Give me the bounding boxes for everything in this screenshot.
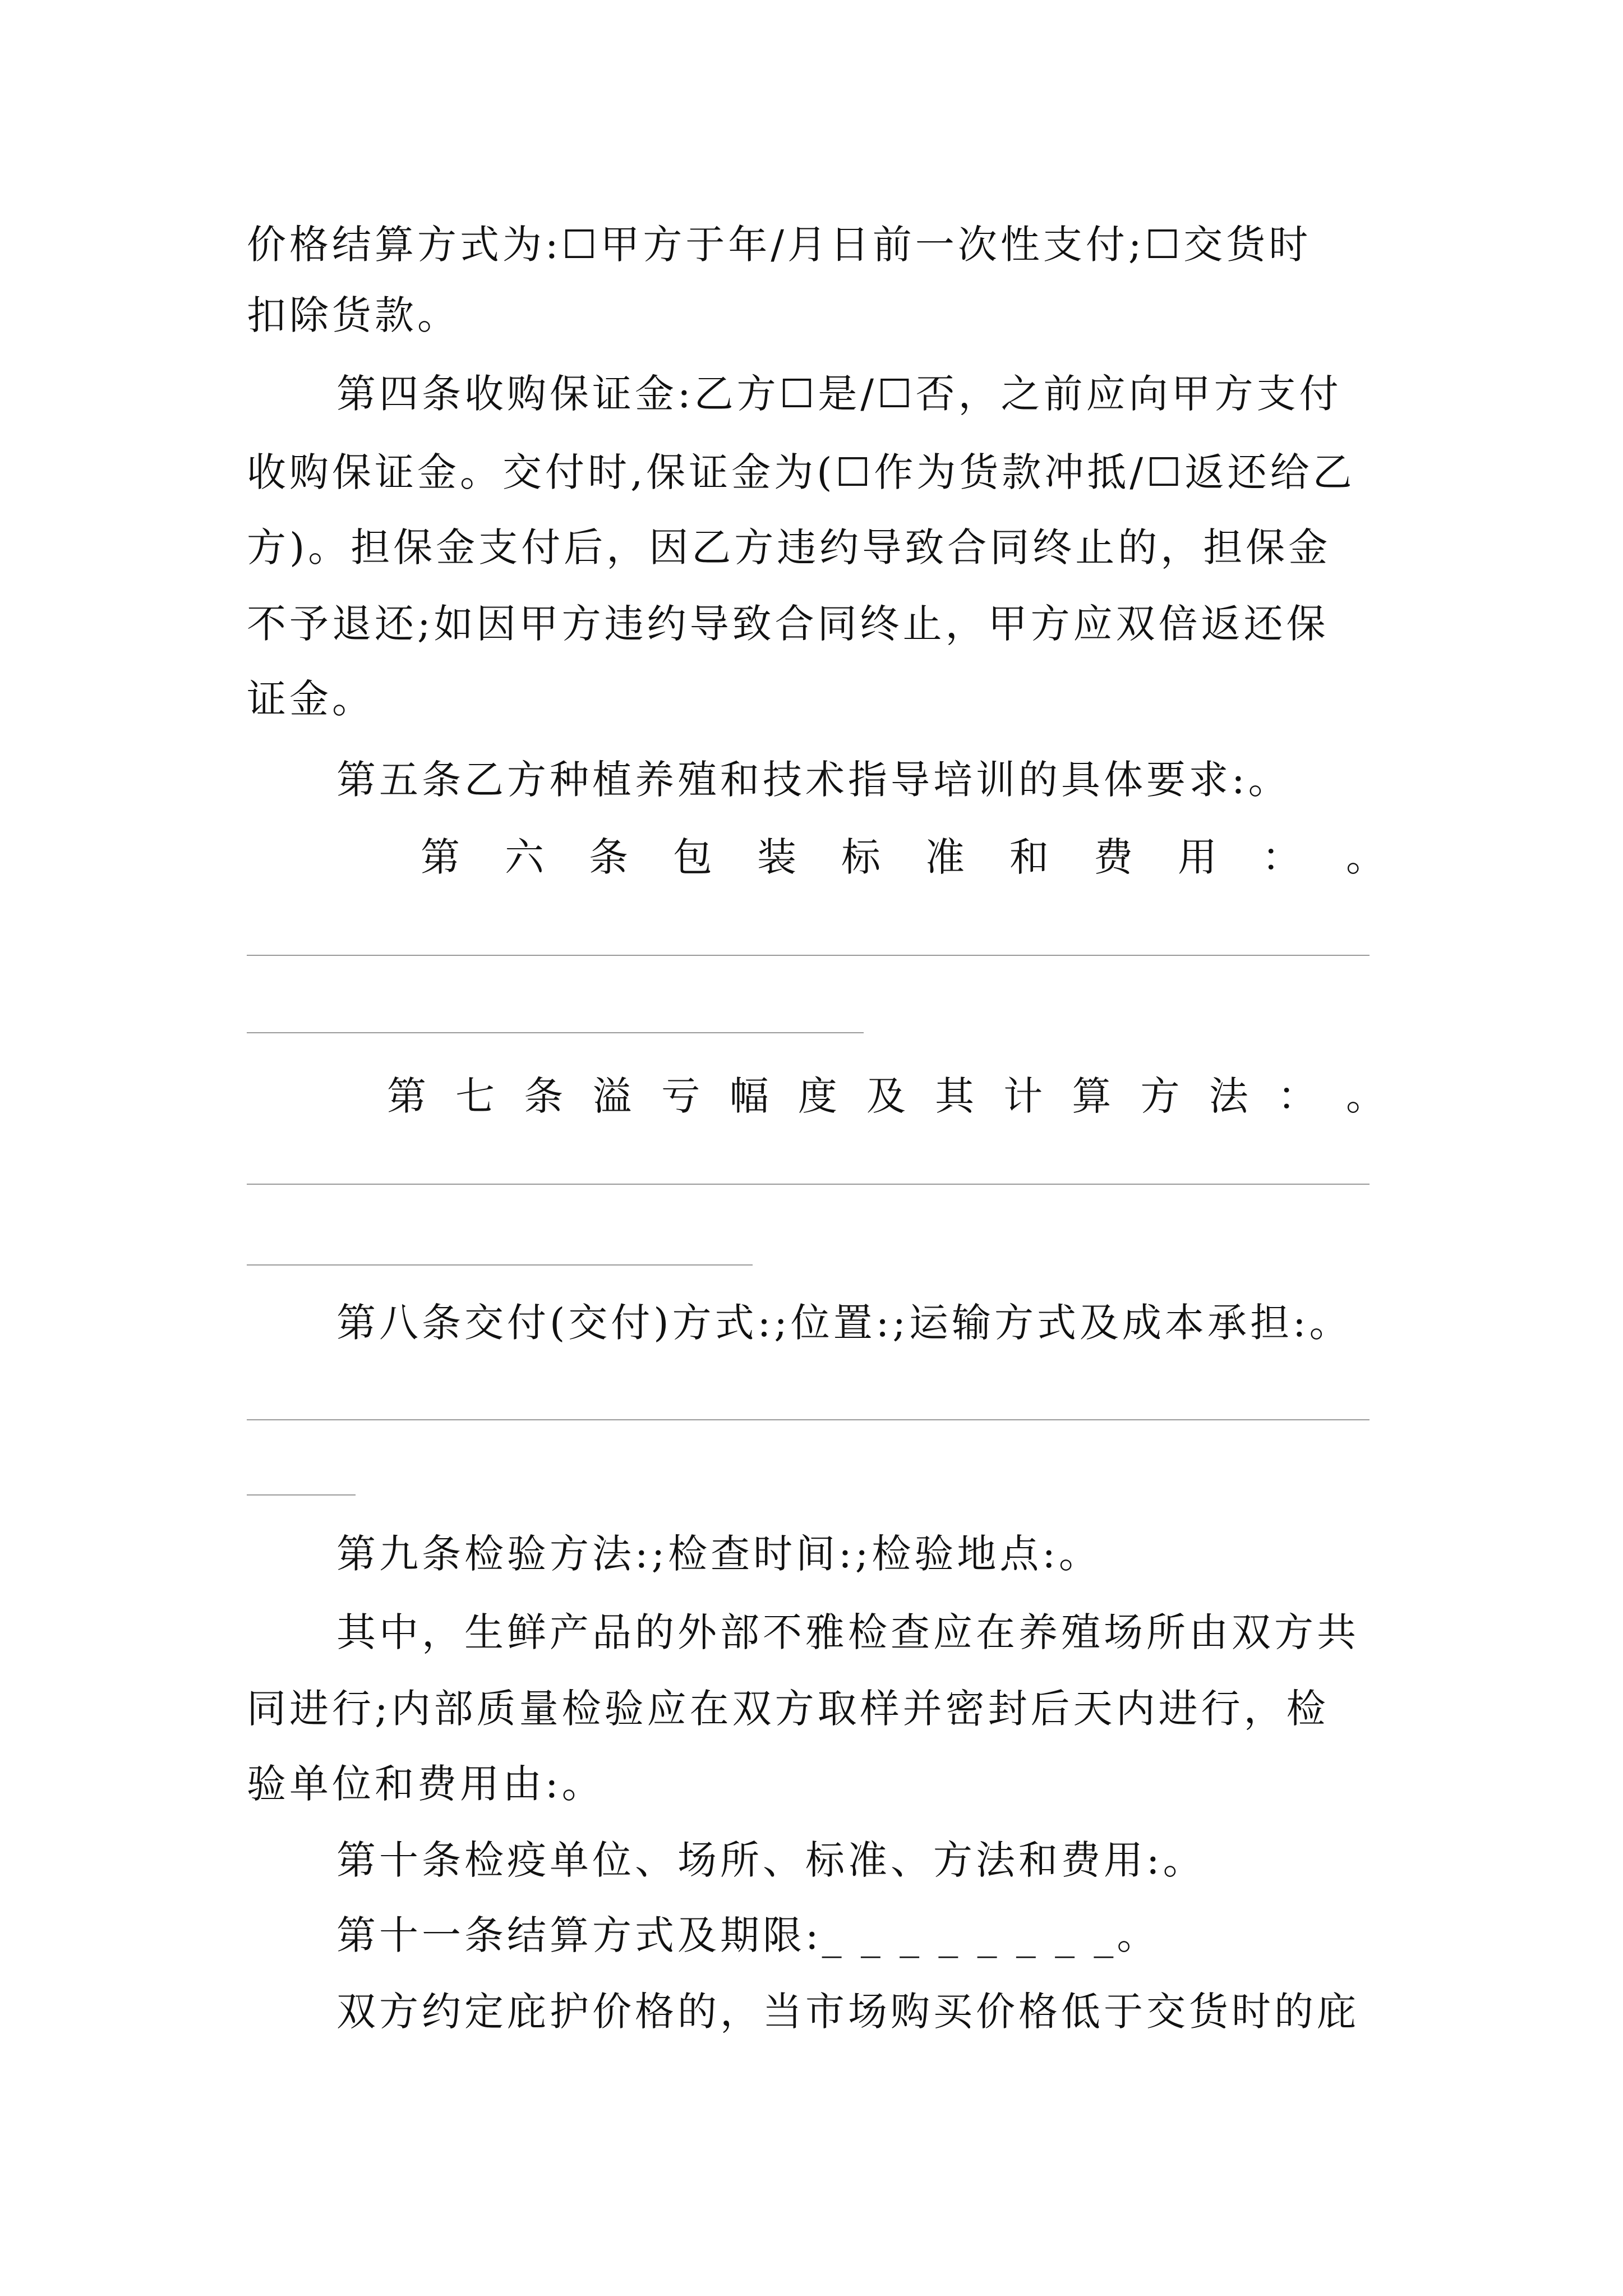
article-5-line: 第五条乙方种植养殖和技术指导培训的具体要求:。 [336, 757, 1291, 803]
paragraph-line: 方)。担保金支付后，因乙方违约导致合同终止的，担保金 [247, 524, 1331, 570]
article-6-char: ： [1262, 834, 1301, 880]
article-6-char: 用 [1178, 834, 1217, 880]
article-7-char: 条 [524, 1073, 564, 1119]
paragraph-line: 验单位和费用由:。 [247, 1761, 605, 1807]
article-6-char: 条 [589, 834, 628, 880]
article-7-char: 第 [387, 1073, 426, 1119]
article-7-char: 法 [1209, 1073, 1248, 1119]
fill-in-blank-line [247, 1184, 1370, 1185]
paragraph-line: 不予退还;如因甲方违约导致合同终止，甲方应双倍返还保 [247, 601, 1329, 647]
article-7-char: ： [1277, 1073, 1317, 1119]
fill-in-blank-line [247, 1264, 753, 1266]
article-4-line: 第四条收购保证金:乙方☐是/☐否，之前应向甲方支付 [336, 371, 1342, 417]
paragraph-line: 价格结算方式为:☐甲方于年/月日前一次性支付;☐交货时 [247, 222, 1312, 268]
article-9-line: 第九条检验方法:;检查时间:;检验地点:。 [336, 1531, 1101, 1577]
paragraph-line: 双方约定庇护价格的，当市场购买价格低于交货时的庇 [336, 1989, 1359, 2035]
article-7-char: 七 [455, 1073, 495, 1119]
fill-in-blank-line [247, 1494, 356, 1496]
fill-in-blank-line [247, 1419, 1370, 1420]
paragraph-line: 其中，生鲜产品的外部不雅检查应在养殖场所由双方共 [336, 1609, 1359, 1655]
article-7-char: 度 [797, 1073, 837, 1119]
article-6-char: 装 [757, 834, 796, 880]
article-7-char: 算 [1072, 1073, 1112, 1119]
article-6-char: 和 [1009, 834, 1049, 880]
article-6-char: 六 [505, 834, 544, 880]
article-7-char: 及 [866, 1073, 906, 1119]
article-7-char: 亏 [661, 1073, 700, 1119]
article-11-line: 第十一条结算方式及期限:_ _ _ _ _ _ _ _。 [336, 1912, 1160, 1958]
article-6-char: 包 [673, 834, 712, 880]
article-8-line: 第八条交付(交付)方式:;位置:;运输方式及成本承担:。 [336, 1300, 1352, 1346]
article-7-char: 溢 [592, 1073, 632, 1119]
article-7-char: 。 [1345, 1073, 1385, 1119]
fill-in-blank-line [247, 955, 1370, 956]
paragraph-line: 证金。 [247, 676, 375, 722]
article-6-char: 第 [421, 834, 460, 880]
paragraph-line: 同进行;内部质量检验应在双方取样并密封后天内进行，检 [247, 1686, 1329, 1732]
article-6-char: 标 [841, 834, 880, 880]
fill-in-blank-line [247, 1032, 864, 1033]
article-6-char: 费 [1094, 834, 1133, 880]
article-6-line [421, 829, 1385, 885]
paragraph-line: 收购保证金。交付时,保证金为(☐作为货款冲抵/☐返还给乙 [247, 449, 1355, 495]
paragraph-line: 扣除货款。 [247, 292, 460, 338]
article-10-line: 第十条检疫单位、场所、标准、方法和费用:。 [336, 1837, 1206, 1883]
article-7-line [387, 1068, 1385, 1124]
article-6-char: 准 [925, 834, 965, 880]
article-7-char: 其 [935, 1073, 975, 1119]
article-7-char: 方 [1140, 1073, 1180, 1119]
article-6-char: 。 [1346, 834, 1385, 880]
article-7-char: 幅 [729, 1073, 769, 1119]
article-7-char: 计 [1003, 1073, 1043, 1119]
